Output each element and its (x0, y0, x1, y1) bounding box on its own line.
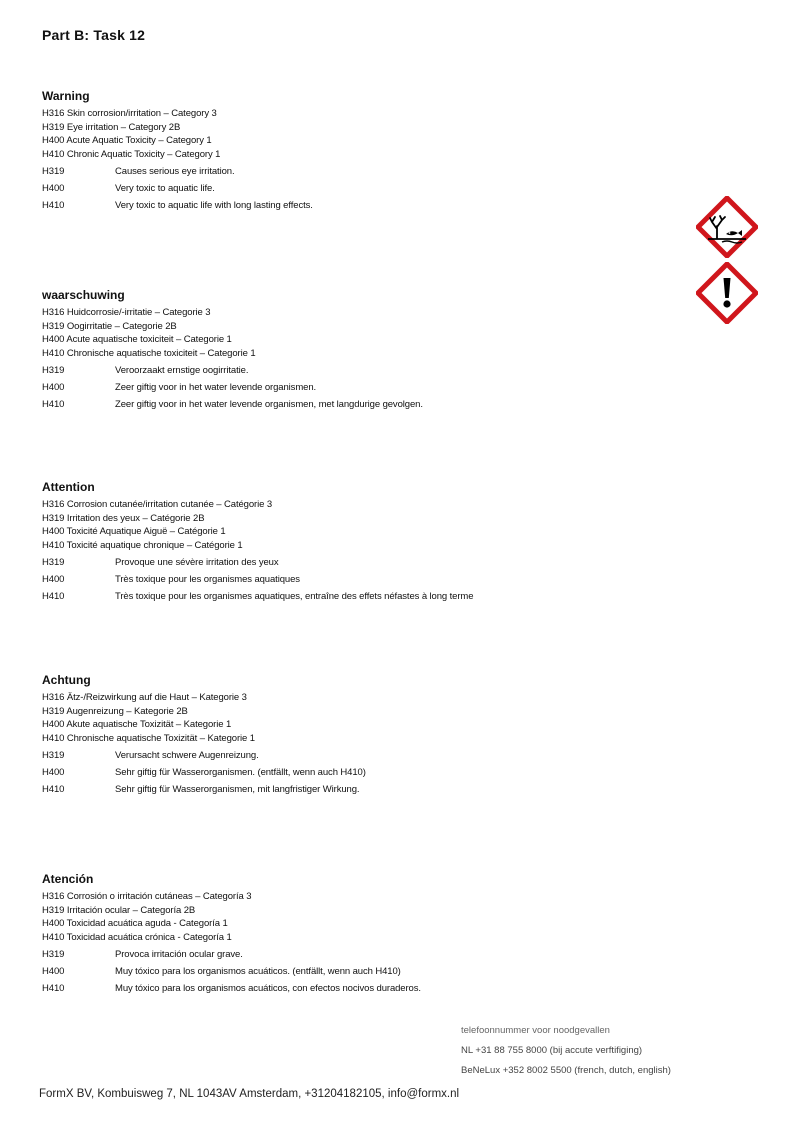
hazard-text: Zeer giftig voor in het water levende organismen, met langdurige gevolgen. (115, 399, 423, 410)
classification-line: H410 Chronische aquatische toxiciteit – Categorie 1 (42, 347, 256, 359)
hazard-code: H400 (42, 183, 65, 194)
hazard-code: H410 (42, 983, 65, 994)
emergency-title: telefoonnummer voor noodgevallen (461, 1025, 610, 1036)
hazard-code: H400 (42, 966, 65, 977)
classification-line: H400 Toxicité Aquatique Aiguë – Catégorie 1 (42, 526, 226, 537)
classification-list (42, 498, 682, 552)
hazard-statement (42, 783, 682, 796)
hazard-code: H400 (42, 382, 65, 393)
exclamation-mark-icon (696, 262, 758, 324)
hazard-statement (42, 766, 682, 779)
hazard-code: H319 (42, 365, 65, 376)
section-german (42, 673, 682, 796)
page-title: Part B: Task 12 (42, 27, 146, 43)
hazard-statement (42, 182, 682, 195)
hazard-statement (42, 965, 682, 978)
classification-line: H316 Skin corrosion/irritation – Category 3 (42, 108, 217, 119)
classification-line: H316 Ätz-/Reizwirkung auf die Haut – Kategorie 3 (42, 692, 247, 703)
hazard-text: Causes serious eye irritation. (115, 166, 235, 177)
environment-hazard-icon (696, 196, 758, 258)
hazard-code: H410 (42, 591, 65, 602)
hazard-code: H410 (42, 399, 65, 410)
classification-line: H400 Akute aquatische Toxizität – Kategorie 1 (42, 719, 232, 730)
hazard-text: Très toxique pour les organismes aquatiques, entraîne des effets néfastes à long terme (115, 591, 474, 602)
hazard-code: H410 (42, 200, 65, 211)
classification-line: H319 Irritación ocular – Categoría 2B (42, 904, 196, 916)
hazard-code: H400 (42, 574, 65, 585)
classification-line: H316 Huidcorrosie/-irritatie – Categorie 3 (42, 307, 211, 318)
hazard-text: Very toxic to aquatic life with long lasting effects. (115, 200, 313, 211)
classification-line: H319 Oogirritatie – Categorie 2B (42, 320, 177, 332)
hazard-text: Provoca irritación ocular grave. (115, 949, 243, 960)
hazard-text: Sehr giftig für Wasserorganismen. (entfällt, wenn auch H410) (115, 767, 366, 778)
hazard-statement (42, 749, 682, 762)
section-heading: waarschuwing (42, 288, 125, 302)
classification-line: H316 Corrosión o irritación cutáneas – Categoría 3 (42, 891, 252, 902)
hazard-code: H319 (42, 949, 65, 960)
hazard-statement (42, 165, 682, 178)
hazard-text: Zeer giftig voor in het water levende organismen. (115, 382, 317, 393)
classification-line: H319 Irritation des yeux – Catégorie 2B (42, 512, 205, 524)
classification-list (42, 890, 682, 944)
hazard-statement (42, 364, 682, 377)
section-spanish (42, 872, 682, 995)
hazard-code: H400 (42, 767, 65, 778)
section-heading: Achtung (42, 673, 91, 687)
classification-list (42, 306, 682, 360)
classification-line: H319 Eye irritation – Category 2B (42, 121, 181, 133)
emergency-phone-nl: NL +31 88 755 8000 (bij accute verftifiging) (461, 1045, 643, 1056)
hazard-statement (42, 590, 682, 603)
hazard-statement (42, 982, 682, 995)
hazard-text: Sehr giftig für Wasserorganismen, mit langfristiger Wirkung. (115, 784, 360, 795)
hazard-text: Verursacht schwere Augenreizung. (115, 750, 259, 761)
classification-line: H410 Chronische aquatische Toxizität – Kategorie 1 (42, 732, 255, 744)
hazard-statement (42, 556, 682, 569)
section-english (42, 89, 682, 212)
classification-line: H319 Augenreizung – Kategorie 2B (42, 705, 188, 717)
classification-line: H410 Chronic Aquatic Toxicity – Category 1 (42, 148, 221, 160)
section-heading: Attention (42, 480, 95, 494)
section-dutch (42, 288, 682, 411)
emergency-phone-benelux: BeNeLux +352 8002 5500 (french, dutch, english) (461, 1065, 671, 1076)
company-footer: FormX BV, Kombuisweg 7, NL 1043AV Amsterdam, +31204182105, info@formx.nl (39, 1088, 460, 1100)
classification-line: H400 Toxicidad acuática aguda - Categoría 1 (42, 918, 228, 929)
hazard-text: Veroorzaakt ernstige oogirritatie. (115, 365, 249, 376)
classification-list (42, 107, 682, 161)
section-heading: Warning (42, 89, 90, 103)
ghs-pictograms (696, 196, 758, 324)
classification-line: H410 Toxicité aquatique chronique – Catégorie 1 (42, 539, 243, 551)
section-french (42, 480, 682, 603)
hazard-code: H319 (42, 557, 65, 568)
hazard-code: H319 (42, 750, 65, 761)
hazard-text: Provoque une sévère irritation des yeux (115, 557, 279, 568)
hazard-code: H410 (42, 784, 65, 795)
classification-line: H400 Acute aquatische toxiciteit – Categorie 1 (42, 334, 232, 345)
hazard-code: H319 (42, 166, 65, 177)
classification-list (42, 691, 682, 745)
section-heading: Atención (42, 872, 94, 886)
hazard-text: Muy tóxico para los organismos acuáticos, con efectos nocivos duraderos. (115, 983, 421, 994)
hazard-text: Muy tóxico para los organismos acuáticos. (entfällt, wenn auch H410) (115, 966, 401, 977)
hazard-statement (42, 948, 682, 961)
classification-line: H316 Corrosion cutanée/irritation cutanée – Catégorie 3 (42, 499, 273, 510)
emergency-contact (461, 1025, 671, 1085)
hazard-statement (42, 573, 682, 586)
hazard-statement (42, 398, 682, 411)
hazard-text: Very toxic to aquatic life. (115, 183, 215, 194)
classification-line: H400 Acute Aquatic Toxicity – Category 1 (42, 135, 212, 146)
hazard-statement (42, 381, 682, 394)
classification-line: H410 Toxicidad acuática crónica - Categoría 1 (42, 931, 232, 943)
hazard-statement (42, 199, 682, 212)
hazard-text: Très toxique pour les organismes aquatiques (115, 574, 300, 585)
